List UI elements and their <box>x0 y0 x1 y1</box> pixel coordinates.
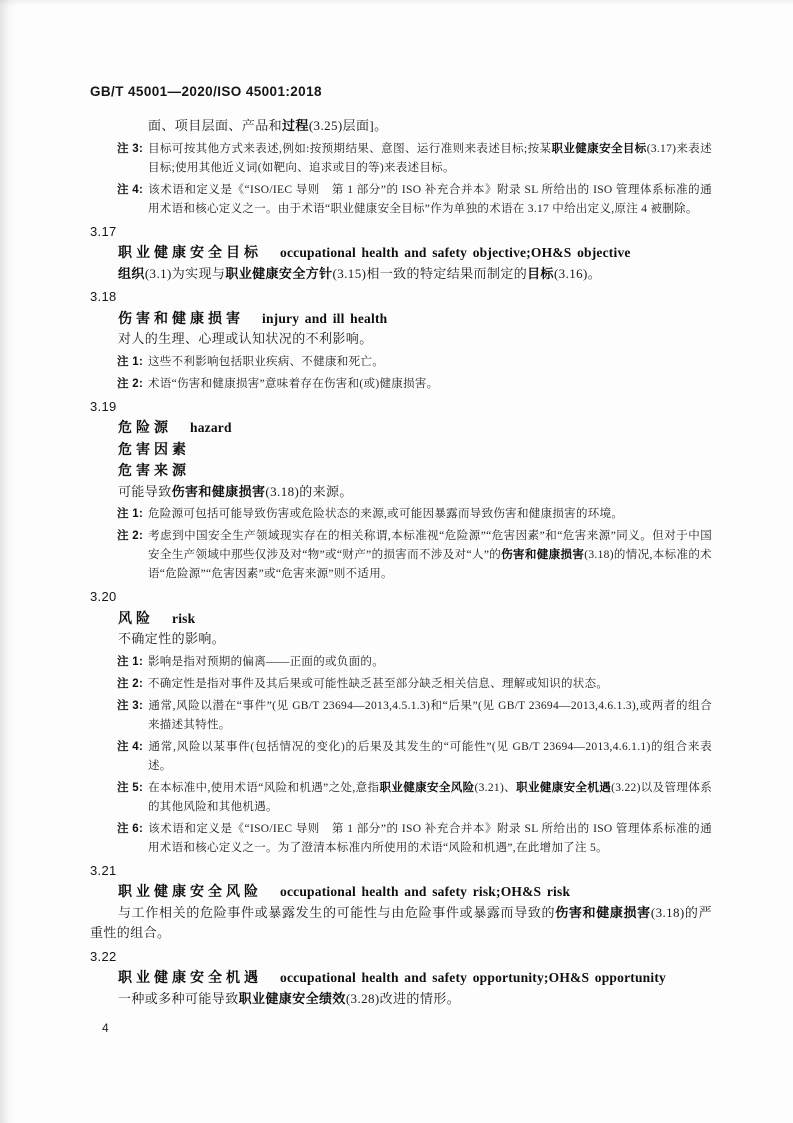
text-run: 目标可按其他方式来表述,例如:按预期结果、意图、运行准则来表述目标;按某 <box>148 142 552 155</box>
text-run: (3.21)、 <box>474 781 517 794</box>
section-number: 3.22 <box>90 948 117 964</box>
bold-term: 伤害和健康损害 <box>555 904 651 920</box>
note-label: 注 2: <box>117 530 144 542</box>
section-number: 3.21 <box>90 862 117 878</box>
note-paragraph <box>117 653 712 672</box>
note-label: 注 1: <box>117 655 144 668</box>
bold-term: 目标 <box>527 265 554 281</box>
note-paragraph <box>117 738 712 776</box>
term-english: occupational health and safety risk;OH&S risk <box>280 884 571 899</box>
running-header: GB/T 45001—2020/ISO 45001:2018 <box>90 84 322 99</box>
note-paragraph <box>117 697 712 735</box>
bold-term: 职业健康安全绩效 <box>238 990 346 1006</box>
note-label: 注 1: <box>117 508 144 520</box>
text-run: 通常,风险以潜在“事件”(见 GB/T 23694—2013,4.5.1.3)和“后果”(见 GB/T 23694—2013,4.6.1.3),或两者的组合来描述其特性。 <box>148 699 712 731</box>
text-run: (3.28)改进的情形。 <box>345 990 461 1006</box>
term-chinese: 危险源 <box>118 419 172 435</box>
text-run: 危险源可包括可能导致伤害或危险状态的来源,或可能因暴露而导致伤害和健康损害的环境。 <box>148 508 624 520</box>
text-run: (3.1)为实现与 <box>144 265 226 281</box>
text-run: 考虑到中国安全生产领域现实存在的相关称谓,本标准视“危险源”“危害因素”和“危害来源”同义。但对于中国安全生产领域中那些仅涉及对“物”或“财产”的损害而不涉及对“人”的 <box>148 530 712 561</box>
text-run: 通常,风险以某事件(包括情况的变化)的后果及其发生的“可能性”(见 GB/T 23694—2013,4.6.1.1)的组合来表述。 <box>148 740 712 772</box>
note-label: 注 5: <box>117 781 144 794</box>
note-label: 注 3: <box>117 699 144 712</box>
term-line <box>118 417 712 439</box>
bold-term: 组织 <box>118 265 145 281</box>
text-run: 与工作相关的危险事件或暴露发生的可能性与由危险事件或暴露而导致的 <box>118 904 556 920</box>
bold-term: 职业健康安全方针 <box>225 265 333 281</box>
note-paragraph <box>117 375 712 394</box>
term-english: occupational health and safety opportunity;OH&S opportunity <box>280 970 666 985</box>
note-label: 注 2: <box>117 677 144 690</box>
term-english: injury and ill health <box>262 310 388 326</box>
term-line <box>118 881 712 903</box>
scan-edge-shadow <box>0 0 16 1123</box>
text-run: 影响是指对预期的偏离——正面的或负面的。 <box>148 655 384 668</box>
text-run: (3.15)相一致的特定结果而制定的 <box>332 265 528 281</box>
note-paragraph <box>117 527 712 584</box>
definition-paragraph <box>90 264 712 285</box>
section-number: 3.17 <box>90 223 117 239</box>
note-paragraph <box>117 140 712 178</box>
bold-term: 过程 <box>282 118 309 133</box>
term-line <box>118 608 712 630</box>
text-run: (3.18)的情况,本标准的术语“危险源”“危害因素”或“危害来源”则不适用。 <box>148 549 712 580</box>
bold-term: 职业健康安全目标 <box>551 142 647 155</box>
text-run: (3.22)以及管理体系的其他风险和其他机遇。 <box>148 781 712 813</box>
text-run: 该术语和定义是《“ISO/IEC 导则 第 1 部分”的 ISO 补充合并本》附录 SL 所给出的 ISO 管理体系标准的通用术语和核心定义之一。为了澄清本标准内所使用的术语“风险和机遇”,在此增加了注 5。 <box>148 822 712 854</box>
bold-term: 职业健康安全机遇 <box>516 781 612 794</box>
text-run: (3.17)来表述目标;使用其他近义词(如靶向、追求或目的等)来表述目标。 <box>148 142 713 174</box>
term-line <box>118 242 712 264</box>
term-chinese: 职业健康安全机遇 <box>118 969 262 985</box>
page-number: 4 <box>102 1021 109 1035</box>
note-label: 注 6: <box>117 822 144 835</box>
term-alias-line <box>118 439 712 461</box>
bold-term: 伤害和健康损害 <box>501 549 585 561</box>
note-paragraph <box>117 779 712 817</box>
text-run: 在本标准中,使用术语“风险和机遇”之处,意指 <box>148 781 380 794</box>
text-run: 不确定性是指对事件及其后果或可能性缺乏甚至部分缺乏相关信息、理解或知识的状态。 <box>148 677 609 690</box>
definition-paragraph <box>90 629 712 650</box>
term-alias-line <box>118 460 712 482</box>
section-number: 3.18 <box>90 289 117 304</box>
text-run: 这些不利影响包括职业疾病、不健康和死亡。 <box>148 355 384 368</box>
term-chinese: 危害来源 <box>118 462 190 478</box>
note-label: 注 2: <box>117 377 144 390</box>
term-chinese: 职业健康安全风险 <box>118 883 262 899</box>
definition-paragraph <box>90 989 712 1010</box>
term-chinese: 风险 <box>118 609 154 626</box>
definition-paragraph <box>90 329 712 350</box>
page-content <box>90 116 712 1009</box>
continuation-line <box>148 116 712 137</box>
text-run: (3.18)的严重性的组合。 <box>90 904 712 940</box>
text-run: 该术语和定义是《“ISO/IEC 导则 第 1 部分”的 ISO 补充合并本》附录 SL 所给出的 ISO 管理体系标准的通用术语和核心定义之一。由于术语“职业健康安全目标”作为单独的术语在 3.17 中给出定义,原注 4 被删除。 <box>148 183 712 215</box>
term-chinese: 伤害和健康损害 <box>118 309 244 326</box>
text-run: (3.16)。 <box>553 265 602 281</box>
text-run: (3.25)层面]。 <box>308 118 388 133</box>
definition-paragraph <box>90 903 712 944</box>
note-paragraph <box>117 505 712 524</box>
text-run: 可能导致 <box>118 483 172 499</box>
term-chinese: 危害因素 <box>118 440 190 457</box>
scan-edge-shadow-top <box>0 0 793 6</box>
section-number: 3.20 <box>90 589 117 604</box>
note-label: 注 4: <box>117 183 144 196</box>
text-run: (3.18)的来源。 <box>265 483 353 499</box>
note-paragraph <box>117 820 712 858</box>
bold-term: 伤害和健康损害 <box>171 483 266 499</box>
definition-paragraph <box>90 482 712 503</box>
term-line <box>118 967 712 989</box>
bold-term: 职业健康安全风险 <box>379 781 475 794</box>
note-paragraph <box>117 181 712 219</box>
term-chinese: 职业健康安全目标 <box>118 244 262 260</box>
text-run: 一种或多种可能导致 <box>118 990 239 1006</box>
term-english: risk <box>172 610 196 626</box>
section-number: 3.19 <box>90 398 117 414</box>
note-label: 注 4: <box>117 740 144 753</box>
term-line <box>118 308 712 330</box>
note-paragraph <box>117 353 712 372</box>
term-english: occupational health and safety objective;OH&S objective <box>280 245 631 260</box>
text-run: 不确定性的影响。 <box>118 631 226 646</box>
note-label: 注 1: <box>117 355 144 368</box>
text-run: 术语“伤害和健康损害”意味着存在伤害和(或)健康损害。 <box>148 377 439 390</box>
term-english: hazard <box>190 420 232 435</box>
note-label: 注 3: <box>117 142 144 155</box>
text-run: 对人的生理、心理或认知状况的不利影响。 <box>118 331 373 346</box>
note-paragraph <box>117 675 712 694</box>
text-run: 面、项目层面、产品和 <box>148 118 283 133</box>
